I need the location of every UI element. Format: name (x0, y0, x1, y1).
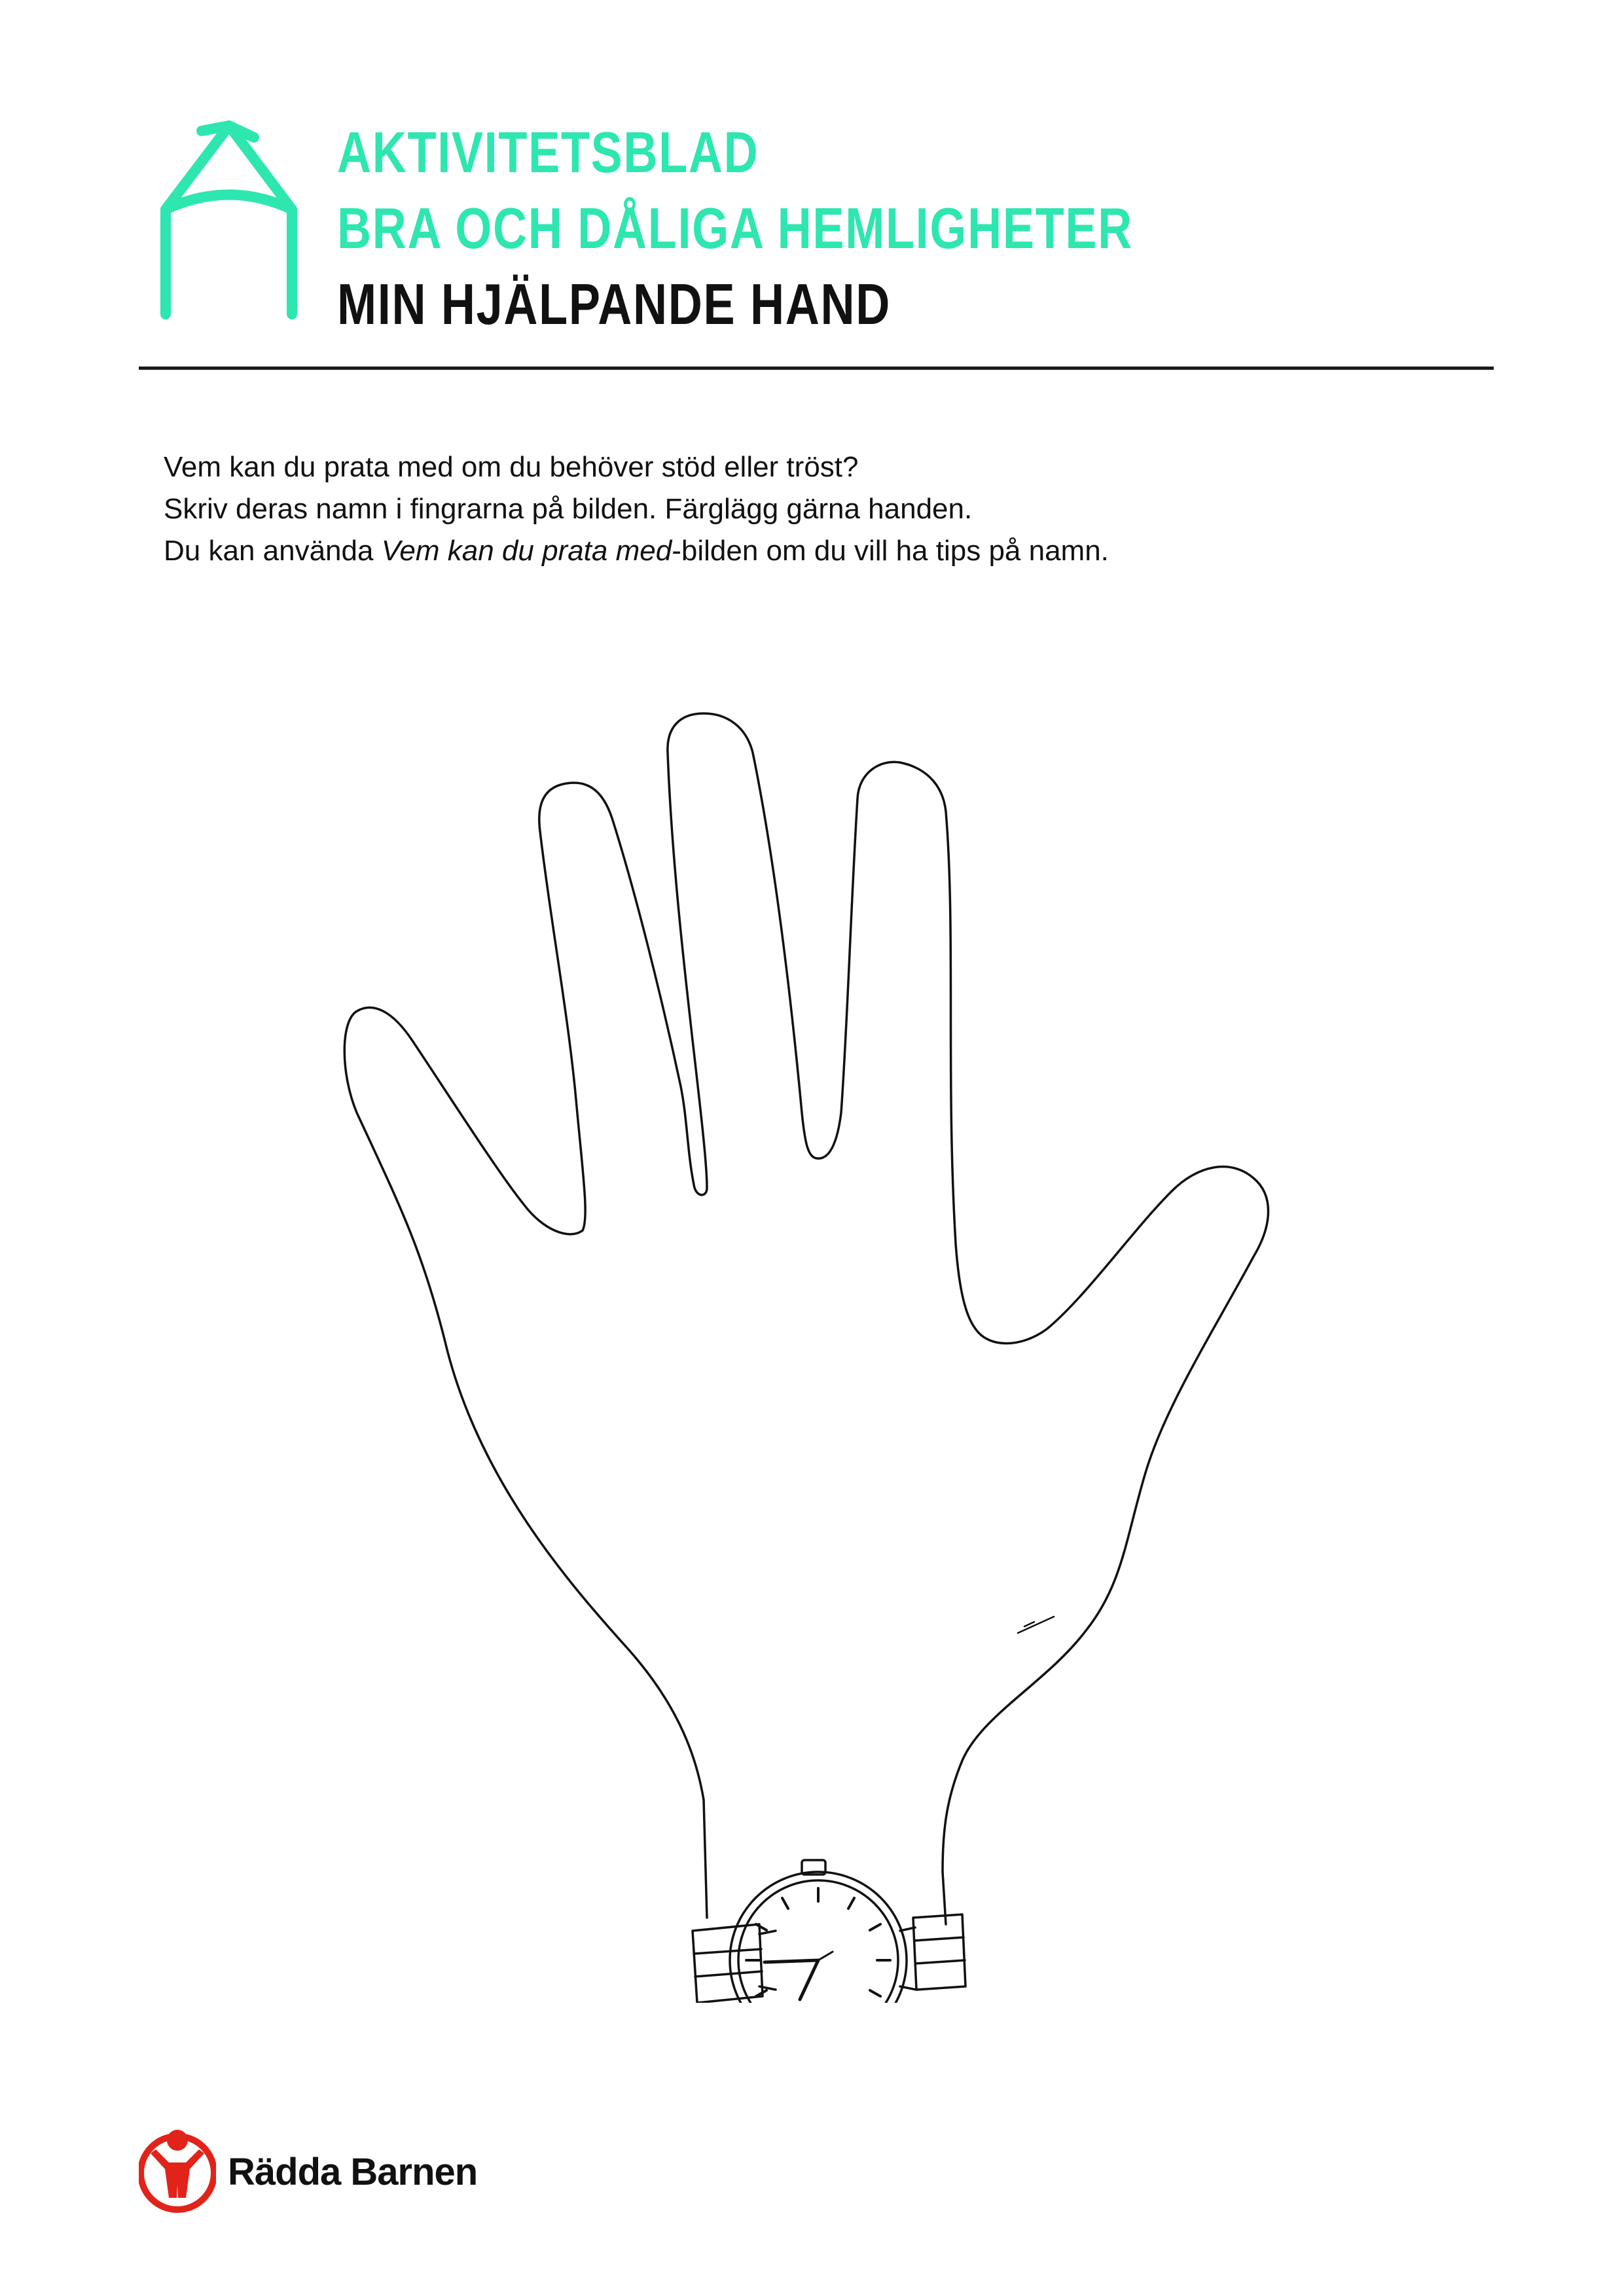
reference-title: Vem kan du prata med (381, 535, 672, 567)
instruction-line-3: Du kan använda Vem kan du prata med-bilden om du vill ha tips på namn. (164, 535, 1109, 567)
pencil-a-logo-icon (156, 118, 306, 321)
brand-logo (139, 2126, 477, 2217)
instruction-line-1: Vem kan du prata med om du behöver stöd eller tröst? (164, 451, 859, 483)
hand-outline (344, 713, 1268, 1872)
activity-sheet-label: AKTIVITETSBLAD (337, 120, 759, 185)
header-divider (139, 367, 1494, 370)
page-title: MIN HJÄLPANDE HAND (337, 272, 892, 336)
instruction-line-2: Skriv deras namn i fingrarna på bilden. Färglägg gärna handen. (164, 493, 973, 525)
child-figure-icon (139, 2126, 216, 2217)
topic-title: BRA OCH DÅLIGA HEMLIGHETER (337, 196, 1133, 260)
hand-illustration (327, 694, 1309, 2003)
instructions (164, 446, 1109, 572)
title-block (337, 115, 1308, 342)
brand-name: Rädda Barnen (228, 2150, 478, 2193)
